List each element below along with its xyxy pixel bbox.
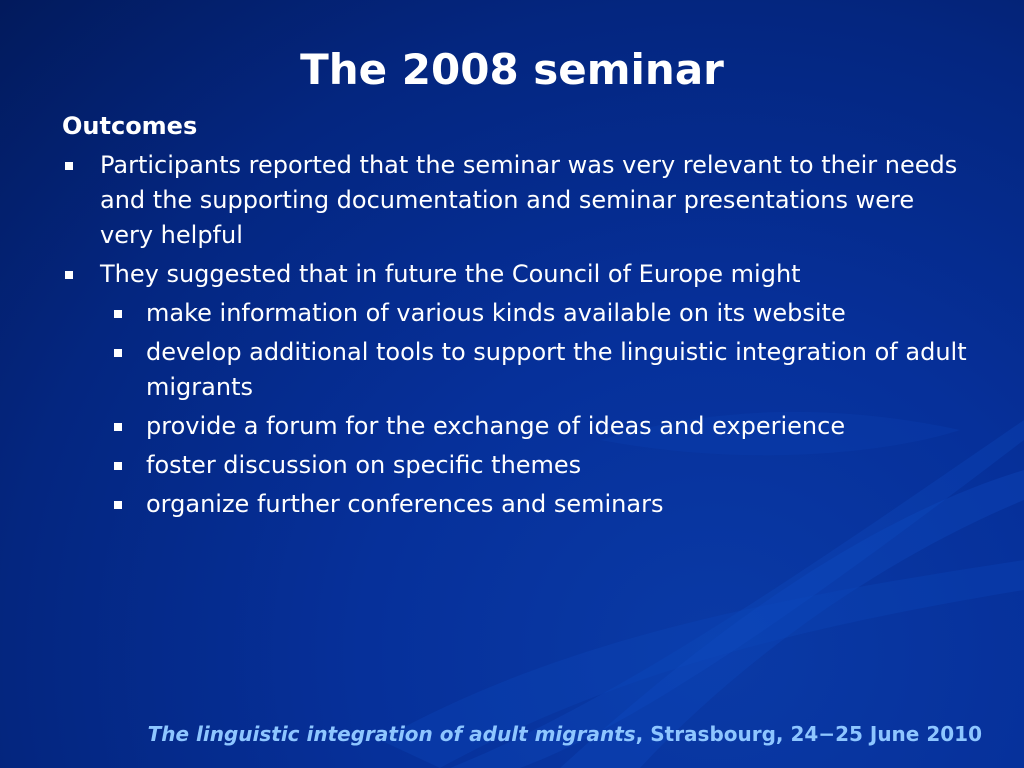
sub-bullet-item xyxy=(62,335,972,405)
square-bullet-icon xyxy=(65,271,73,279)
bullet-text: Participants reported that the seminar was very relevant to their needs and the supporting documentation and seminar presentations were very helpful xyxy=(100,151,958,249)
bullet-item xyxy=(62,257,972,292)
sub-bullet-text: develop additional tools to support the linguistic integration of adult migrants xyxy=(146,338,967,401)
square-bullet-icon xyxy=(114,423,122,431)
square-bullet-icon xyxy=(114,501,122,509)
footer-event-title: The linguistic integration of adult migrants xyxy=(147,722,636,746)
sub-bullet-item xyxy=(62,296,972,331)
sub-bullet-text: foster discussion on specific themes xyxy=(146,451,582,479)
footer-event-details: , Strasbourg, 24−25 June 2010 xyxy=(635,722,982,746)
square-bullet-icon xyxy=(65,162,73,170)
square-bullet-icon xyxy=(114,349,122,357)
sub-bullet-text: provide a forum for the exchange of ideas and experience xyxy=(146,412,846,440)
square-bullet-icon xyxy=(114,462,122,470)
slide-footer xyxy=(148,722,982,746)
slide-body xyxy=(62,108,972,526)
sub-bullet-item xyxy=(62,448,972,483)
sub-bullet-text: organize further conferences and seminars xyxy=(146,490,664,518)
slide-title: The 2008 seminar xyxy=(300,45,724,94)
bullet-text: They suggested that in future the Council of Europe might xyxy=(100,260,801,288)
sub-bullet-item xyxy=(62,409,972,444)
bullet-item xyxy=(62,148,972,253)
section-heading: Outcomes xyxy=(62,112,198,140)
square-bullet-icon xyxy=(114,310,122,318)
bullet-list xyxy=(62,148,972,522)
sub-bullet-item xyxy=(62,487,972,522)
sub-bullet-text: make information of various kinds available on its website xyxy=(146,299,846,327)
